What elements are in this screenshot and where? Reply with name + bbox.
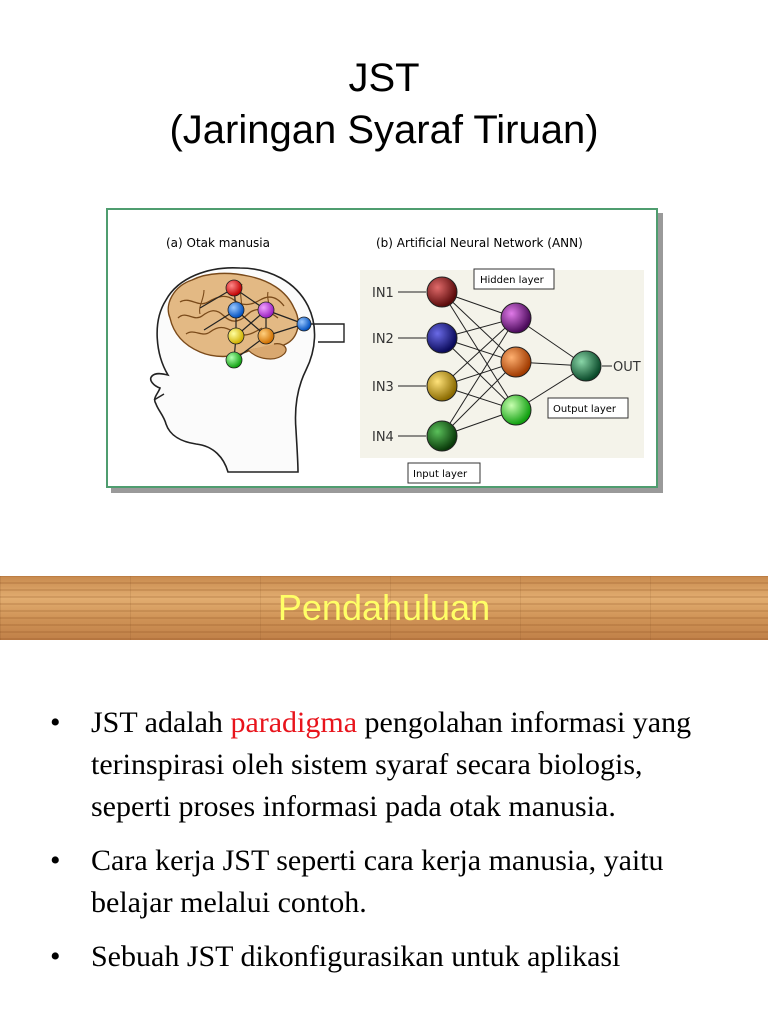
caption-brain: (a) Otak manusia — [166, 236, 270, 250]
bullet-1-suffix: pengolahan informasi yang terinspirasi oleh sistem syaraf secara biologis, seperti proses informasi pada otak manusia. — [91, 706, 692, 823]
bullet-item — [48, 840, 728, 924]
input-node-1 — [427, 277, 457, 307]
neural-network-figure — [106, 208, 658, 488]
bullet-marker: • — [50, 706, 61, 739]
bullet-marker: • — [50, 844, 61, 877]
section-header-band — [0, 576, 768, 640]
input-node-2 — [427, 323, 457, 353]
hidden-node-1 — [501, 303, 531, 333]
bullet-list — [48, 702, 728, 990]
bullet-marker: • — [50, 940, 61, 973]
title-line-2: (Jaringan Syaraf Tiruan) — [169, 108, 599, 152]
bullet-1-highlight: paradigma — [230, 706, 358, 739]
caption-ann: (b) Artificial Neural Network (ANN) — [376, 236, 583, 250]
output-label: OUT — [613, 360, 641, 375]
figure-canvas — [108, 210, 656, 486]
slide-title — [0, 52, 768, 156]
bullet-2-text: Cara kerja JST seperti cara kerja manusia, yaitu belajar melalui contoh. — [91, 844, 664, 919]
bullet-item — [48, 702, 728, 828]
output-node — [571, 351, 601, 381]
input-label-1: IN1 — [372, 286, 394, 301]
input-label-4: IN4 — [372, 430, 394, 445]
input-label-2: IN2 — [372, 332, 394, 347]
hidden-node-2 — [501, 347, 531, 377]
input-layer-label: Input layer — [413, 469, 468, 480]
bullet-1-prefix: JST adalah — [91, 706, 231, 739]
hidden-layer-label: Hidden layer — [480, 275, 544, 286]
output-layer-label: Output layer — [553, 404, 617, 415]
title-line-1: JST — [348, 56, 420, 100]
input-node-3 — [427, 371, 457, 401]
bullet-3-text: Sebuah JST dikonfigurasikan untuk aplikasi — [91, 940, 621, 973]
human-head-illustration — [151, 268, 344, 472]
section-title: Pendahuluan — [277, 587, 491, 628]
input-node-4 — [427, 421, 457, 451]
bullet-item — [48, 936, 728, 978]
input-label-3: IN3 — [372, 380, 394, 395]
hidden-node-3 — [501, 395, 531, 425]
